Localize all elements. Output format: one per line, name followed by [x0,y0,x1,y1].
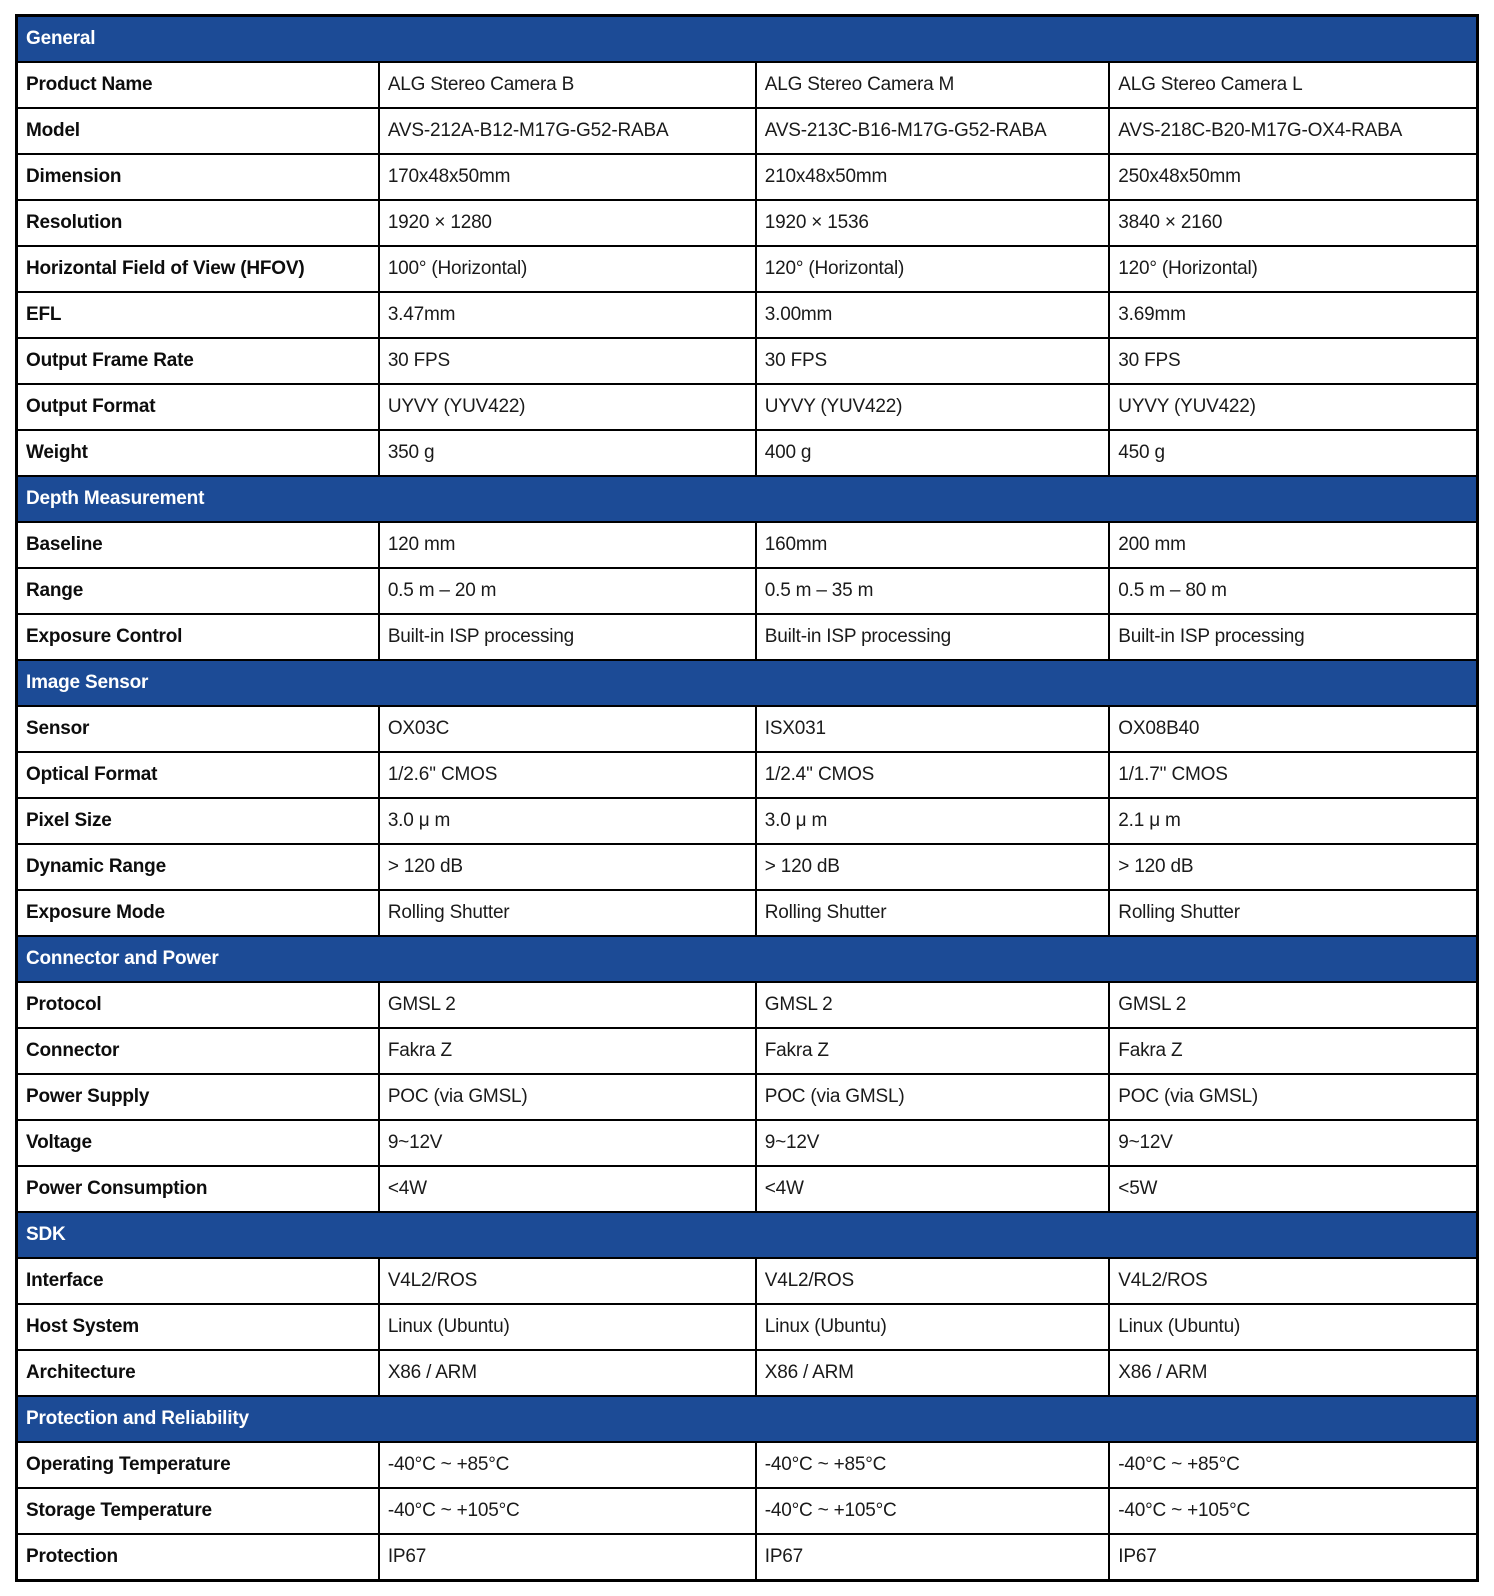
spec-row [17,706,1478,752]
spec-value: GMSL 2 [756,982,1110,1028]
spec-value: 0.5 m – 80 m [1109,568,1477,614]
spec-value: AVS-213C-B16-M17G-G52-RABA [756,108,1110,154]
spec-row [17,798,1478,844]
spec-value: ISX031 [756,706,1110,752]
spec-value: -40°C ~ +105°C [756,1488,1110,1534]
spec-value: 1920 × 1280 [379,200,756,246]
spec-value: GMSL 2 [1109,982,1477,1028]
spec-value: Fakra Z [1109,1028,1477,1074]
section-title: Connector and Power [17,936,1478,982]
spec-label: Resolution [17,200,379,246]
spec-row [17,752,1478,798]
spec-value: 9~12V [1109,1120,1477,1166]
spec-value: AVS-218C-B20-M17G-OX4-RABA [1109,108,1477,154]
spec-value: 350 g [379,430,756,476]
spec-value: V4L2/ROS [756,1258,1110,1304]
section-header-row [17,936,1478,982]
spec-label: Model [17,108,379,154]
spec-row [17,1304,1478,1350]
spec-label: Power Supply [17,1074,379,1120]
spec-value: V4L2/ROS [1109,1258,1477,1304]
spec-value: Rolling Shutter [756,890,1110,936]
spec-row [17,982,1478,1028]
spec-row [17,1258,1478,1304]
spec-label: Output Format [17,384,379,430]
spec-label: Optical Format [17,752,379,798]
spec-label: Dynamic Range [17,844,379,890]
section-title: General [17,16,1478,63]
spec-label: Storage Temperature [17,1488,379,1534]
spec-value: ALG Stereo Camera M [756,62,1110,108]
spec-label: Horizontal Field of View (HFOV) [17,246,379,292]
spec-value: 3.00mm [756,292,1110,338]
spec-value: IP67 [379,1534,756,1581]
spec-row [17,890,1478,936]
spec-label: Baseline [17,522,379,568]
spec-row [17,522,1478,568]
spec-row [17,1534,1478,1581]
spec-label: Power Consumption [17,1166,379,1212]
spec-table-body [17,16,1478,1581]
section-header-row [17,1396,1478,1442]
spec-row [17,844,1478,890]
spec-row [17,384,1478,430]
spec-value: 210x48x50mm [756,154,1110,200]
spec-value: X86 / ARM [1109,1350,1477,1396]
section-title: Image Sensor [17,660,1478,706]
spec-row [17,614,1478,660]
spec-value: > 120 dB [1109,844,1477,890]
spec-value: > 120 dB [756,844,1110,890]
spec-value: 250x48x50mm [1109,154,1477,200]
spec-row [17,430,1478,476]
spec-value: UYVY (YUV422) [756,384,1110,430]
spec-value: Built-in ISP processing [1109,614,1477,660]
section-header-row [17,476,1478,522]
spec-value: -40°C ~ +85°C [1109,1442,1477,1488]
spec-label: Voltage [17,1120,379,1166]
spec-value: 120° (Horizontal) [1109,246,1477,292]
spec-row [17,1028,1478,1074]
spec-value: Built-in ISP processing [756,614,1110,660]
spec-row [17,154,1478,200]
spec-row [17,1074,1478,1120]
spec-value: -40°C ~ +105°C [379,1488,756,1534]
spec-label: Pixel Size [17,798,379,844]
spec-row [17,568,1478,614]
spec-value: 3.0 μ m [379,798,756,844]
spec-value: 170x48x50mm [379,154,756,200]
spec-label: Operating Temperature [17,1442,379,1488]
spec-value: UYVY (YUV422) [379,384,756,430]
spec-label: Host System [17,1304,379,1350]
spec-value: 3.47mm [379,292,756,338]
spec-value: Linux (Ubuntu) [1109,1304,1477,1350]
spec-value: ALG Stereo Camera L [1109,62,1477,108]
spec-row [17,108,1478,154]
section-title: Protection and Reliability [17,1396,1478,1442]
spec-value: UYVY (YUV422) [1109,384,1477,430]
spec-row [17,1120,1478,1166]
spec-value: 9~12V [756,1120,1110,1166]
spec-label: Weight [17,430,379,476]
spec-value: 30 FPS [756,338,1110,384]
spec-value: 120 mm [379,522,756,568]
spec-value: X86 / ARM [756,1350,1110,1396]
spec-value: 0.5 m – 35 m [756,568,1110,614]
spec-value: POC (via GMSL) [379,1074,756,1120]
spec-row [17,1350,1478,1396]
spec-value: Fakra Z [756,1028,1110,1074]
spec-value: 1/2.4'' CMOS [756,752,1110,798]
spec-value: <4W [379,1166,756,1212]
spec-value: 400 g [756,430,1110,476]
spec-value: X86 / ARM [379,1350,756,1396]
spec-label: Output Frame Rate [17,338,379,384]
spec-label: Range [17,568,379,614]
section-header-row [17,660,1478,706]
spec-value: Rolling Shutter [1109,890,1477,936]
spec-value: IP67 [1109,1534,1477,1581]
spec-value: <5W [1109,1166,1477,1212]
spec-value: 30 FPS [379,338,756,384]
spec-value: 1920 × 1536 [756,200,1110,246]
spec-value: GMSL 2 [379,982,756,1028]
section-title: Depth Measurement [17,476,1478,522]
spec-label: Interface [17,1258,379,1304]
spec-table [15,14,1479,1582]
section-header-row [17,16,1478,63]
section-title: SDK [17,1212,1478,1258]
spec-label: Exposure Mode [17,890,379,936]
spec-value: Linux (Ubuntu) [756,1304,1110,1350]
spec-row [17,62,1478,108]
spec-label: Dimension [17,154,379,200]
spec-value: 0.5 m – 20 m [379,568,756,614]
spec-label: EFL [17,292,379,338]
spec-value: POC (via GMSL) [756,1074,1110,1120]
spec-value: -40°C ~ +105°C [1109,1488,1477,1534]
spec-row [17,1166,1478,1212]
spec-label: Sensor [17,706,379,752]
spec-value: 30 FPS [1109,338,1477,384]
spec-label: Architecture [17,1350,379,1396]
spec-label: Protocol [17,982,379,1028]
spec-value: 160mm [756,522,1110,568]
spec-value: -40°C ~ +85°C [756,1442,1110,1488]
spec-value: 100° (Horizontal) [379,246,756,292]
spec-value: Built-in ISP processing [379,614,756,660]
spec-value: 1/2.6'' CMOS [379,752,756,798]
spec-value: 9~12V [379,1120,756,1166]
spec-value: POC (via GMSL) [1109,1074,1477,1120]
spec-value: 1/1.7'' CMOS [1109,752,1477,798]
spec-value: 120° (Horizontal) [756,246,1110,292]
spec-label: Protection [17,1534,379,1581]
spec-value: 2.1 μ m [1109,798,1477,844]
section-header-row [17,1212,1478,1258]
spec-value: Linux (Ubuntu) [379,1304,756,1350]
spec-value: > 120 dB [379,844,756,890]
spec-value: V4L2/ROS [379,1258,756,1304]
spec-row [17,338,1478,384]
spec-value: OX03C [379,706,756,752]
spec-value: -40°C ~ +85°C [379,1442,756,1488]
spec-label: Connector [17,1028,379,1074]
spec-value: 3.0 μ m [756,798,1110,844]
spec-value: 3.69mm [1109,292,1477,338]
spec-value: OX08B40 [1109,706,1477,752]
spec-row [17,292,1478,338]
spec-row [17,200,1478,246]
spec-value: ALG Stereo Camera B [379,62,756,108]
spec-value: IP67 [756,1534,1110,1581]
spec-row [17,1488,1478,1534]
spec-value: AVS-212A-B12-M17G-G52-RABA [379,108,756,154]
spec-value: 450 g [1109,430,1477,476]
spec-value: 200 mm [1109,522,1477,568]
spec-label: Exposure Control [17,614,379,660]
spec-label: Product Name [17,62,379,108]
spec-value: Fakra Z [379,1028,756,1074]
spec-value: Rolling Shutter [379,890,756,936]
spec-row [17,1442,1478,1488]
spec-value: <4W [756,1166,1110,1212]
spec-value: 3840 × 2160 [1109,200,1477,246]
spec-row [17,246,1478,292]
